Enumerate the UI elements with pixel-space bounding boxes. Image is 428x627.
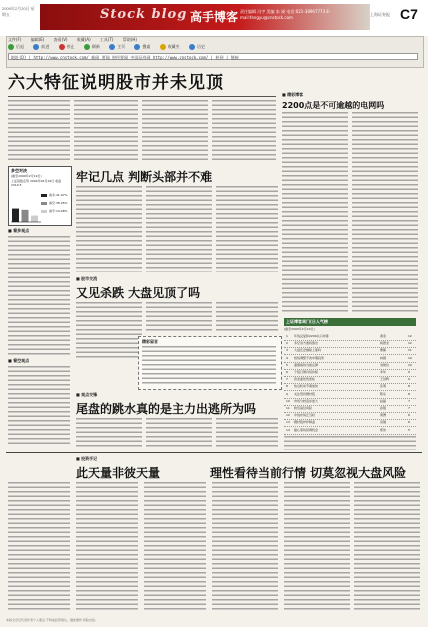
table-cell-rank: 4 (286, 355, 288, 360)
browser-toolbar (8, 44, 213, 50)
table-cell-count: 5 (408, 427, 410, 432)
table-cell-title: 年线反复和2200关口冲锋 (294, 334, 329, 338)
bottom-tag: ■ 投资手记 (76, 456, 98, 461)
table-cell-count: 10 (408, 362, 412, 367)
menu-edit[interactable]: 编辑(E) (30, 37, 45, 42)
stop-icon (59, 44, 65, 50)
right-tag: ■ 精彩博客 (282, 92, 304, 97)
table-cell-count: 12 (408, 334, 412, 338)
masthead-brand-en: Stock blog (100, 7, 188, 22)
chart-title: 多空对决 (11, 168, 27, 173)
table-cell-rank: 13 (286, 420, 290, 425)
main-headline: 六大特征说明股市并未见顶 (8, 73, 224, 93)
table-cell-count: 7 (408, 398, 410, 403)
table-cell-rank: 6 (286, 370, 288, 374)
table-cell-author: 黄金 (380, 334, 387, 338)
table-cell-title: 谨慎看待当前反弹 (294, 362, 319, 367)
table-cell-title: 大盘还会继续上涨吗 (294, 348, 322, 353)
history-icon (189, 44, 195, 50)
masthead-editor-info: 责任编辑 冯宇 美编 朱 瑛 电话:021-38967773 E-mail:fengyu@cnstock.com (240, 9, 331, 20)
table-cell-rank: 2 (286, 341, 288, 346)
bottom-section-rule (6, 452, 422, 453)
table-cell-author: 吴刚 (380, 420, 387, 425)
table-cell-title: 防范高位风险 (294, 406, 313, 410)
back-button[interactable] (8, 44, 24, 50)
legend-swatch-flat (41, 210, 47, 213)
table-cell-title: 中线布局正当时 (294, 413, 316, 418)
legend-flat (41, 209, 67, 213)
masthead-date-note: 2009年2月20日 星期五 (2, 6, 35, 17)
home-label: 主页 (117, 44, 126, 49)
back-arrow-icon (8, 44, 14, 50)
table-cell-title: 多空双方谁将胜出 (294, 341, 319, 346)
star-icon (160, 44, 166, 50)
article-4-col-1 (76, 418, 142, 448)
comment-box-title: 精彩留言 (142, 339, 158, 344)
chart-subtitle: (截至2009年2月19日) (11, 174, 42, 178)
left-tag-bear: ■ 看空观点 (8, 358, 30, 363)
table-cell-rank: 8 (286, 384, 288, 389)
refresh-label: 刷新 (91, 44, 100, 49)
back-label: 后退 (16, 44, 24, 49)
table-cell-author: 张明 (380, 384, 387, 389)
stop-button[interactable] (59, 44, 75, 50)
article-4-tag: ■ 观点交锋 (76, 392, 98, 397)
forward-label: 前进 (41, 44, 50, 49)
table-cell-author: 赵磊 (380, 398, 387, 403)
table-cell-count: 7 (408, 406, 410, 410)
bottom-col-2 (76, 482, 138, 612)
article-3-col-2 (146, 302, 212, 332)
article-3-title: 又见杀跌 大盘见顶了吗 (76, 286, 201, 300)
search-button[interactable] (134, 44, 150, 50)
table-cell-title: 个股行情仍将持续 (294, 370, 319, 374)
page-number: C7 (400, 6, 418, 22)
legend-bull-label: 看多:41.97% (49, 193, 68, 197)
right-article-col-2 (352, 112, 418, 312)
menu-favorites[interactable]: 收藏(A) (76, 37, 91, 42)
table-cell-author: 刘建位 (380, 362, 390, 367)
legend-flat-label: 看平:19.98% (49, 209, 68, 213)
table-cell-author: 林园 (380, 355, 387, 360)
legend-bear-label: 看空:38.05% (49, 201, 68, 205)
table-cell-rank: 7 (286, 377, 288, 382)
table-cell-author: 孙强 (380, 406, 387, 410)
table-cell-author: 杨德龙 (380, 341, 390, 346)
table-cell-rank: 9 (286, 391, 288, 396)
table-cell-title: 市场分歧逐步加大 (294, 398, 319, 403)
home-button[interactable] (109, 44, 125, 50)
table-cell-author: 陈东 (380, 391, 387, 396)
legend-bear (41, 201, 67, 205)
table-cell-author: 郑伟 (380, 427, 387, 432)
bottom-col-6 (354, 482, 420, 612)
bottom-col-3 (144, 482, 206, 612)
bottom-article-2-title: 理性看待当前行情 切莫忽视大盘风险 (210, 466, 407, 480)
article-2-col-3 (216, 186, 278, 272)
address-bar[interactable]: 地址(D) | http://www.cnstock.com/ 新闻 要闻 财经要闻 中国证券网 http://www.cnstock.com/ | 转到 | 链接 (8, 53, 418, 60)
right-article-col-1 (282, 112, 348, 312)
table-cell-author: 周博 (380, 413, 387, 418)
poll-chart (8, 166, 72, 226)
history-button[interactable] (189, 44, 205, 50)
search-label: 搜索 (142, 44, 151, 49)
table-cell-title: 热点轮动节奏加快 (294, 384, 319, 389)
table-cell-count: 9 (408, 377, 410, 382)
table-cell-title: 关注低价题材股 (294, 391, 316, 396)
page-footer-disclaimer: 本版文章仅代表作者个人观点,不构成投资建议。据此操作,风险自担。 (6, 618, 98, 622)
comment-box-text (142, 346, 276, 386)
table-cell-count: 11 (408, 348, 412, 353)
forward-arrow-icon (33, 44, 39, 50)
chart-bars (11, 189, 41, 223)
favorites-button[interactable] (160, 44, 180, 50)
table-cell-title: 题材股炒作降温 (294, 420, 316, 425)
forward-button[interactable] (33, 44, 49, 50)
lead-article-col-3 (142, 100, 208, 162)
refresh-icon (84, 44, 90, 50)
table-cell-rank: 10 (286, 398, 290, 403)
favorites-label: 收藏夹 (167, 44, 180, 49)
article-3-tag: ■ 股市交流 (76, 276, 98, 281)
article-4-col-3 (216, 418, 278, 448)
table-cell-count: 9 (408, 370, 410, 374)
table-cell-rank: 14 (286, 427, 290, 432)
bull-view-text (8, 236, 70, 356)
home-icon (109, 44, 115, 50)
table-cell-rank: 3 (286, 348, 288, 353)
article-4-col-2 (146, 418, 212, 448)
table-cell-count: 12 (408, 341, 412, 346)
bar-看多 (12, 209, 19, 222)
chart-note: 上证指数走势 2009年02月19日 收盘2310.5 (11, 179, 62, 187)
headline-rule (8, 96, 276, 97)
menu-tools[interactable]: 工具(T) (99, 37, 114, 42)
browser-menu-bar (8, 37, 145, 43)
legend-swatch-bull (41, 194, 47, 197)
bottom-article-1-title: 此天量非彼天量 (76, 466, 161, 480)
table-cell-author: 王剑辉 (380, 377, 390, 382)
article-2-col-2 (146, 186, 212, 272)
right-article-title: 2200点是不可逾越的电网吗 (282, 101, 385, 110)
masthead-paper-name: 上海证券报 (370, 12, 390, 17)
lead-article-col-1 (8, 100, 70, 162)
bottom-col-1 (8, 482, 70, 612)
masthead-brand-cn: 高手博客 (190, 10, 239, 24)
legend-swatch-bear (41, 202, 47, 205)
reader-comment-box (138, 336, 282, 390)
table-cell-rank: 12 (286, 413, 290, 418)
menu-file[interactable]: 文件(F) (8, 37, 22, 42)
table-cell-count: 8 (408, 391, 410, 396)
bar-看平 (31, 216, 38, 222)
ranking-table-subtitle: (截至2009年2月19日) (284, 327, 315, 331)
left-tag-bull: ■ 看多观点 (8, 228, 30, 233)
lead-article-col-2 (74, 100, 138, 162)
article-2-title: 牢记几点 判断头部并不难 (76, 170, 213, 184)
bottom-col-4 (212, 482, 278, 612)
table-cell-rank: 5 (286, 362, 288, 367)
table-row (284, 427, 416, 435)
table-cell-title: 资金面依然宽松 (294, 377, 316, 382)
article-2-col-1 (76, 186, 142, 272)
history-label: 历史 (196, 44, 205, 49)
article-3-col-1 (76, 302, 142, 358)
menu-view[interactable]: 查看(V) (53, 37, 68, 42)
legend-bull (41, 193, 67, 197)
table-cell-count: 8 (408, 384, 410, 389)
table-note-text (284, 436, 416, 450)
search-icon (134, 44, 140, 50)
table-cell-author: 李华 (380, 370, 387, 374)
table-cell-count: 6 (408, 420, 410, 425)
bar-看空 (22, 210, 29, 222)
lead-article-col-4 (212, 100, 276, 162)
ranking-table-title: 上证博客周门(日人气榜 (284, 318, 416, 326)
menu-help[interactable]: 帮助(H) (122, 37, 137, 42)
table-cell-rank: 11 (286, 406, 290, 410)
stop-label: 停止 (66, 44, 75, 49)
table-cell-count: 10 (408, 355, 412, 360)
table-cell-title: 耐心等待回调机会 (294, 427, 319, 432)
table-cell-count: 6 (408, 413, 410, 418)
article-3-col-3 (216, 302, 278, 332)
refresh-button[interactable] (84, 44, 100, 50)
article-4-title: 尾盘的跳水真的是主力出逃所为吗 (76, 402, 257, 416)
table-cell-author: 曹臻 (380, 348, 387, 353)
table-cell-rank: 1 (286, 334, 288, 338)
bear-view-text (8, 366, 70, 446)
table-cell-title: 短线调整不改中期趋势 (294, 355, 325, 360)
bottom-col-5 (284, 482, 350, 612)
